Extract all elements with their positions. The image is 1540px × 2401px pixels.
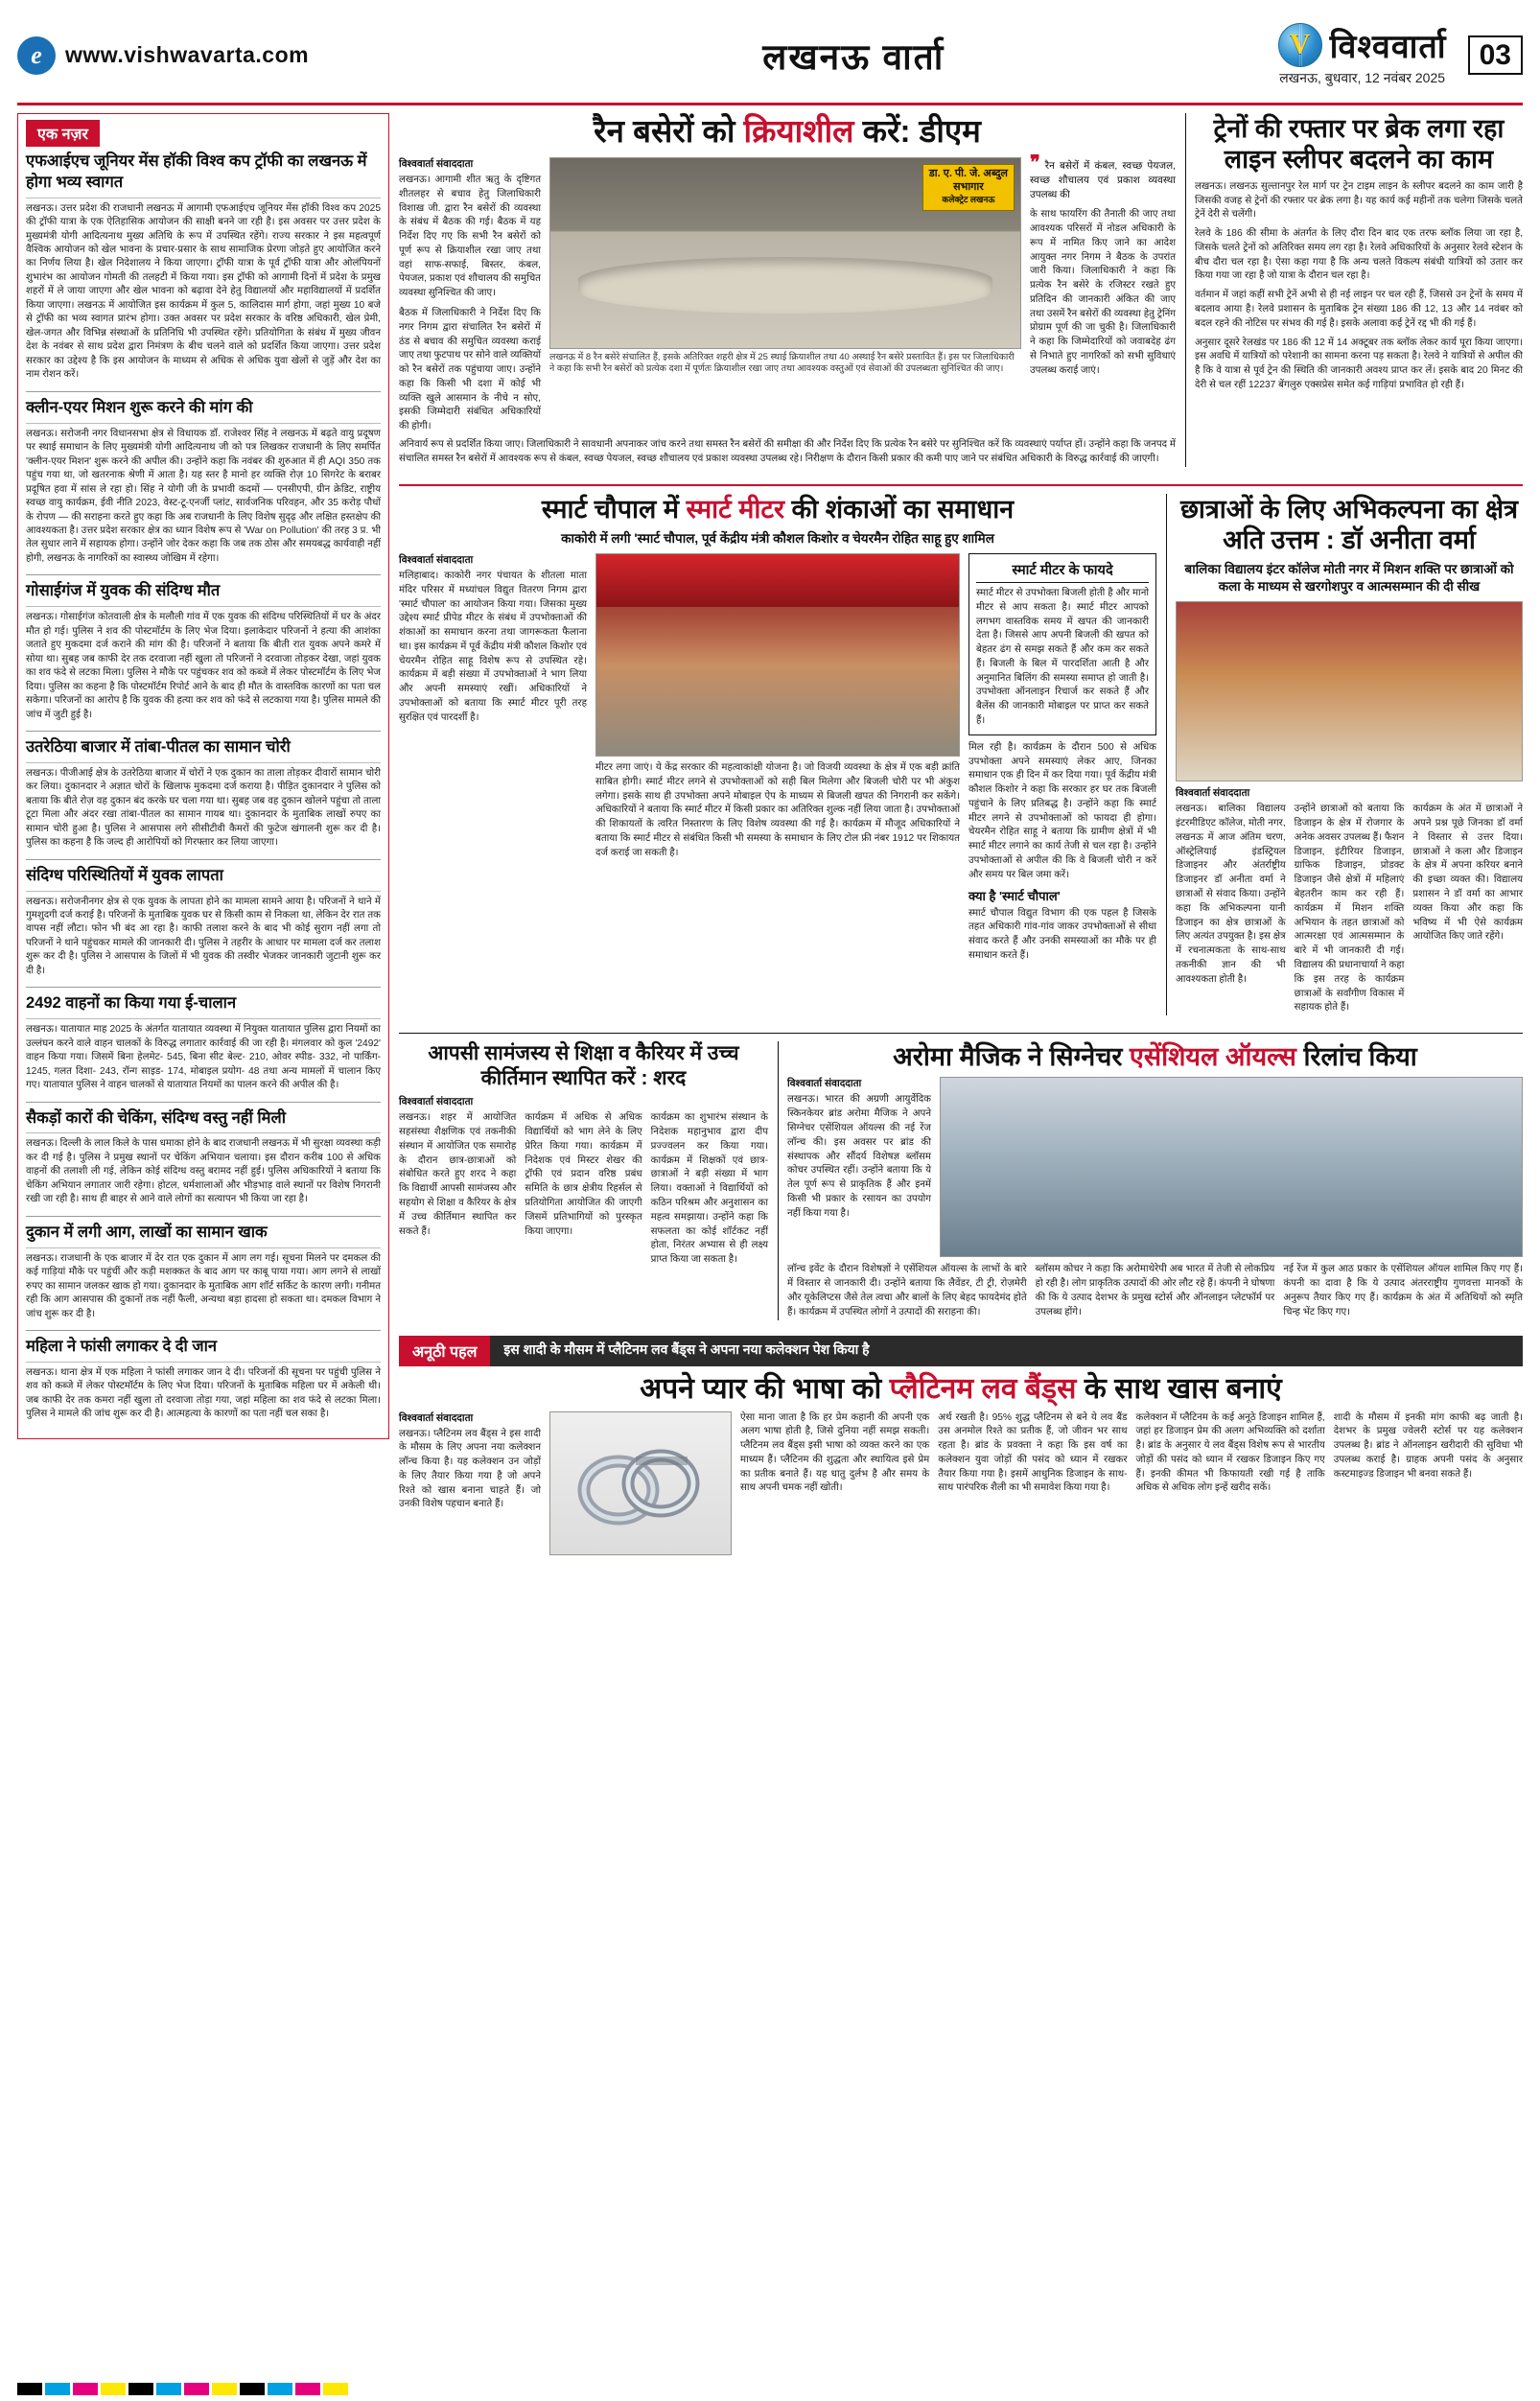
v-letter-icon: V [1289, 28, 1311, 60]
abhikalpana-cols [1176, 803, 1523, 1015]
chaupal-headline-highlight: स्मार्ट मीटर [686, 494, 785, 524]
platinum-body-1: लखनऊ। प्लैटिनम लव बैंड्स ने इस शादी के मौसम के लिए अपना नया कलेक्शन लॉन्च किया है। यह कलेक्शन उन जोड़ों के लिए तैयार किया गया है जो अपने रिश्ते को खास बनाना चाहते हैं। जो उनकी विशेष पहचान बनाते हैं। [399, 1428, 541, 1510]
strip-tag: अनूठी पहल [399, 1336, 490, 1366]
headline-part-1: रैन बसेरों को [594, 113, 744, 149]
ek-nazar-box [17, 113, 389, 1439]
platinum-headline-p2: के साथ खास बनाएं [1076, 1372, 1282, 1405]
platinum-grid [399, 1411, 1523, 1555]
cmyk-swatch [45, 2383, 70, 2395]
cmyk-swatch [128, 2383, 153, 2395]
cmyk-swatch [240, 2383, 265, 2395]
what-is-chaupal-body: स्मार्ट चौपाल विद्युत विभाग की एक पहल है जिसके तहत अधिकारी गांव-गांव जाकर उपभोक्ताओं से सीधा संवाद करते हैं और उनकी समस्याओं का मौके पर ही समाधान करते हैं। [968, 907, 1156, 961]
article-col-3: के साथ फायरिंग की तैनाती की जाए तथा आवश्यक परिसरों में नोडल अधिकारी के रूप में नामित किए जाने का आदेश आयुक्त नगर निगम ने बैठक के उपरांत जारी किया। जिलाधिकारी ने कहा कि प्रत्येक रैन बसेरे के रजिस्टर रखते हुए प्रतिदिन की जानकारी अंकित की जाए तथा उसमें रैन बसेरों की व्यवस्था हेतु ट्रेनिंग प्रोग्राम पूर्ण की जा चुकी है। जिलाधिकारी ने कहा कि जिम्मेदारियों को जवाबदेह ढंग से निभाते हुए नागरिकों को सभी सुविधाएं उपलब्ध कराई जाएं। [1030, 209, 1176, 376]
news-body: लखनऊ। थाना क्षेत्र में एक महिला ने फांसी लगाकर जान दे दी। परिजनों की सूचना पर पहुंची पुलिस ने शव को कब्जे में लेकर पोस्टमॉर्टम के लिए भेज दिया। परिजनों के मुताबिक महिला घर में अकेली थी। जब काफी देर तक कमरा नहीं खुला तो दरवाजा तोड़ा गया, जहां महिला का शव फंदे से लटका मिला। पुलिस ने मामले की जांच शुरू कर दी है। आत्महत्या के कारणों का पता नहीं चल सका है। [26, 1366, 381, 1420]
sharad-body-1: लखनऊ। शहर में आयोजित सहसंस्था शैक्षणिक एवं तकनीकी संस्थान में आयोजित एक समारोह के दौरान छात्र-छात्राओं को संबोधित करते हुए शरद ने कहा कि विद्यार्थी आपसी सामंजस्य और सहयोग से शिक्षा व कैरियर के क्षेत्र में उच्च कीर्तिमान स्थापित कर सकते हैं। [399, 1112, 517, 1237]
list-item[interactable] [26, 993, 381, 1092]
aroma-grid [787, 1077, 1523, 1257]
article-smart-chaupal[interactable] [399, 494, 1156, 1016]
cmyk-swatch [101, 2383, 126, 2395]
top-row [399, 113, 1523, 477]
divider-black [399, 1033, 1523, 1034]
raen-col-1 [399, 157, 541, 434]
page-content [17, 113, 1523, 1565]
edition-title: लखनऊ वार्ता [762, 37, 945, 77]
second-row [399, 494, 1523, 1026]
byline: विश्ववार्ता संवाददाता [787, 1078, 862, 1090]
page-title [399, 113, 1176, 151]
chaupal-body-3: मिल रही है। कार्यक्रम के दौरान 500 से अधिक उपभोक्ता अपने समस्याएं लेकर आए, जिनका समाधान एक ही दिन में कर दिया गया। पूर्व केंद्रीय मंत्री कौशल किशोर ने कहा कि सरकार हर घर तक बिजली पहुंचाने के लिए प्रतिबद्ध है। उन्होंने कहा कि स्मार्ट मीटर लगने से उपभोक्ताओं को फायदा ही होगा। चेयरमैन रोहित साहू ने बताया कि ग्रामीण क्षेत्रों में भी स्मार्ट मीटर लगाने का कार्य तेजी से चल रहा है। उन्होंने उपभोक्ताओं से अपील की कि वे बिजली चोरी न करें और समय पर बिल जमा करें। [968, 741, 1156, 880]
divider [26, 1102, 381, 1103]
aroma-headline [787, 1041, 1523, 1072]
trains-body-4: अनुसार दूसरे रेलखंड पर 186 की 12 में 14 अक्टूबर तक ब्लॉक लेकर कार्य पूरा किया जाएगा। इस अवधि में यात्रियों को परेशानी का सामना करना पड़ सकता है। रेलवे ने यात्रियों से अपील की है कि वे यात्रा से पूर्व ट्रेन की स्थिति की जानकारी अवश्य प्राप्त कर लें। इसके बाद 20 मिनट की देरी से चल रहीं 12237 बेंगलुरु एक्सप्रेस समेत कई गाड़ियां प्रभावित हो रही हैं। [1195, 337, 1523, 390]
strip-text: इस शादी के मौसम में प्लैटिनम लव बैंड्स ने अपना नया कलेक्शन पेश किया है [490, 1336, 1523, 1366]
divider [26, 1330, 381, 1331]
news-body: लखनऊ। यातायात माह 2025 के अंतर्गत यातायात व्यवस्था में नियुक्त यातायात पुलिस द्वारा नियमों का उल्लंघन करने वाले वाहन चालकों के विरुद्ध लगातार कार्रवाई की जा रही है। मंगलवार को कुल '2492' वाहन किया गया। जिसमें बिना हेलमेट- 545, बिना सीट बेल्ट- 210, ओवर स्पीड- 332, नो पार्किंग- 1245, गलत दिशा- 243, रॉन्ग साइड- 174, मोबाइल प्रयोग- 48 तथा अन्य मामलों में चालान किए गए। यातायात पुलिस ने वाहन चालकों से यातायात नियमों का पालन करने की अपील की है। [26, 1024, 381, 1091]
article-trains[interactable] [1185, 113, 1523, 467]
platinum-strip [399, 1336, 1523, 1366]
list-item[interactable] [26, 1337, 381, 1422]
masthead-left [17, 36, 430, 75]
website-url[interactable]: www.vishwavarta.com [65, 42, 310, 67]
article-raen-basera[interactable] [399, 113, 1176, 467]
news-headline: संदिग्ध परिस्थितियों में युवक लापता [26, 866, 381, 892]
aroma-headline-p2: रिलांच किया [1295, 1042, 1417, 1072]
benefits-box [968, 553, 1156, 735]
right-area [399, 113, 1523, 1565]
news-headline: उतरेठिया बाजार में तांबा-पीतल का सामान चोरी [26, 737, 381, 763]
aroma-body-1: लखनऊ। भारत की अग्रणी आयुर्वेदिक स्किनकेयर ब्रांड अरोमा मैजिक ने अपने सिग्नेचर एसेंशियल ऑयल्स की नई रेंज लॉन्च की। इस अवसर पर ब्रांड की संस्थापक और सौंदर्य विशेषज्ञ ब्लॉसम कोचर उपस्थित रहीं। उन्होंने बताया कि ये तेल पूर्ण रूप से प्राकृतिक हैं और इनमें किसी भी प्रकार के रसायन का उपयोग नहीं किया गया है। [787, 1094, 931, 1219]
divider [26, 731, 381, 732]
rings-icon [569, 1437, 712, 1529]
aroma-body-4: नई रेंज में कुल आठ प्रकार के एसेंशियल ऑयल शामिल किए गए हैं। कंपनी का दावा है कि ये उत्पाद अंतरराष्ट्रीय गुणवत्ता मानकों के अनुरूप तैयार किए गए हैं। कार्यक्रम के अंत में अतिथियों को स्मृति चिन्ह भेंट किए गए। [1283, 1264, 1524, 1317]
news-body: लखनऊ। गोसाईगंज कोतवाली क्षेत्र के मलौली गांव में एक युवक की संदिग्ध परिस्थितियों में घर के अंदर मौत हो गई। पुलिस ने शव की पोस्टमॉर्टम के लिए भेज दिया। इलाकेदार परिजनों ने हत्या की आशंका जताते हुए मुकदमा दर्ज कराने की मांग की है। परिजनों ने बताया कि बीती रात युवक अपने कमरे में सोया था। सुबह जब काफी देर तक दरवाजा नहीं खुला तो परिजनों ने दरवाजा तोड़कर देखा, जहां युवक का शव फंदे से लटका मिला। पुलिस ने मौके पर पहुंचकर शव को कब्जे में लेकर पोस्टमॉर्टम के लिए भेज दिया। पुलिस का कहना है कि पोस्टमॉर्टम रिपोर्ट आने के बाद ही मौत के वास्तविक कारणों का पता चल सकेगा। परिजनों का आरोप है कि युवक की हत्या कर शव को फंदे से लटकाया गया है। पुलिस मामले की जांच में जुटी हुई है। [26, 612, 381, 720]
aroma-headline-p1: अरोमा मैजिक ने सिग्नेचर [893, 1042, 1130, 1072]
platinum-headline-p1: अपने प्यार की भाषा को [640, 1372, 890, 1405]
photo-dm-meeting [549, 157, 1021, 349]
byline: विश्ववार्ता संवाददाता [399, 553, 474, 566]
benefits-box-body: स्मार्ट मीटर से उपभोक्ता बिजली होती है और मानो मीटर से आप सकता है। स्मार्ट मीटर आपको लगभग वास्तविक समय में खपत की जानकारी देता है। जिससे आप अपनी बिजली की खपत को बेहतर ढंग से समझ सकते हैं और कम कर सकते हैं। बिजली के बिल में पारदर्शिता आती है और अनुमानित बिलिंग की समस्या समाप्त हो जाती है। उपभोक्ता ऑनलाइन रिचार्ज कर सकते हैं और बैलेंस की जानकारी मोबाइल पर प्राप्त कर सकते हैं। [976, 587, 1149, 726]
list-item[interactable] [26, 866, 381, 979]
aroma-col-1 [787, 1077, 931, 1257]
platinum-headline-highlight: प्लैटिनम लव बैंड्स [889, 1372, 1077, 1405]
headline-highlight: क्रियाशील [743, 113, 854, 149]
raen-col-3 [1030, 152, 1177, 434]
platinum-body-3: अर्थ रखती है। 95% शुद्ध प्लैटिनम से बने ये लव बैंड उस अनमोल रिश्ते का प्रतीक हैं, जो जीवन भर साथ रहता है। ब्रांड के प्रवक्ता ने कहा कि इस वर्ष का कलेक्शन युवा जोड़ों की पसंद को ध्यान में रखकर तैयार किया गया है। इसमें आधुनिक डिजाइन के साथ-साथ पारंपरिक शैली का भी समावेश किया गया है। [938, 1411, 1128, 1494]
news-headline: दुकान में लगी आग, लाखों का सामान खाक [26, 1223, 381, 1248]
trains-body-3: वर्तमान में जहां कहीं सभी ट्रेनें अभी से ही नई लाइन पर चल रही हैं, जिससे उन ट्रेनों के समय में बदलाव आया है। रेलवे प्रशासन के मुताबिक ट्रेन संख्या 186 की 12, 13 और 14 नवंबर को बदल रहने की नोटिस पर संभव की गई है। इसके अलावा कई ट्रेनें रद्द भी की गई हैं। [1195, 290, 1523, 329]
list-item[interactable] [26, 1108, 381, 1207]
cmyk-registration-bar [17, 2383, 348, 2395]
list-item[interactable] [26, 398, 381, 567]
cmyk-swatch [295, 2383, 320, 2395]
abhikalpana-headline: छात्राओं के लिए अभिकल्पना का क्षेत्र अति उत्तम : डॉ अनीता वर्मा [1179, 494, 1519, 554]
news-body: लखनऊ। पीजीआई क्षेत्र के उतरेठिया बाजार में चोरों ने एक दुकान का ताला तोड़कर दीवारों सामान चोरी कर लिया। दुकानदार ने अज्ञात चोरों के खिलाफ मुकदमा दर्ज कराया है। पीड़ित दुकानदार ने पुलिस को बताया कि बीते रोज़ वह दुकान बंद करके घर चला गया था। सुबह जब वह दुकान खोलने पहुंचा तो ताला टूटा मिला और अंदर रखा तांबा-पीतल का सामान गायब था। दुकानदार के मुताबिक लाखों रुपए का सामान चोरी हुआ है। पुलिस ने आसपास लगे सीसीटीवी कैमरों की फुटेज खंगालनी शुरू कर दी है। पुलिस का कहना है कि जल्द ही आरोपियों को गिरफ्तार कर लिया जाएगा। [26, 767, 381, 849]
byline: विश्ववार्ता संवाददाता [399, 157, 474, 170]
news-headline: एफआईएच जूनियर मेंस हॉकी विश्व कप ट्रॉफी का लखनऊ में होगा भव्य स्वागत [26, 152, 381, 198]
ek-nazar-tag: एक नज़र [26, 120, 100, 147]
article-col-2: अनिवार्य रूप से प्रदर्शित किया जाए। जिलाधिकारी ने सावधानी अपनाकर जांच करने तथा समस्त रैन बसेरों की समीक्षा की और निर्देश दिए कि प्रत्येक रैन बसेरे पर सुनिश्चित करें कि व्यवस्थाएं पर्याप्त हों। उन्होंने कहा कि जनपद में संचालित समस्त रैन बसेरों में आवश्यक रूप से कंबल, स्वच्छ पेयजल, स्वच्छ शौचालय एवं प्रकाश व्यवस्था उपलब्ध रहे। निरीक्षण के दौरान किसी प्रकार की कमी पाए जाने पर संबंधित अधिकारी के विरुद्ध कार्रवाई की जाएगी। [399, 439, 1176, 464]
photo-smart-chaupal [595, 553, 960, 757]
article-aroma[interactable] [778, 1041, 1523, 1320]
sharad-headline: आपसी सामंजस्य से शिक्षा व कैरियर में उच्च कीर्तिमान स्थापित करें : शरद [428, 1042, 739, 1089]
pullquote-text: रैन बसेरों में कंबल, स्वच्छ पेयजल, स्वच्छ शौचालय एवं प्रकाश व्यवस्था उपलब्ध की [1030, 160, 1177, 201]
article-sharad[interactable] [399, 1041, 768, 1320]
platinum-headline [399, 1372, 1523, 1407]
byline: विश्ववार्ता संवाददाता [399, 1411, 474, 1424]
list-item[interactable] [26, 152, 381, 383]
news-headline: महिला ने फांसी लगाकर दे दी जान [26, 1337, 381, 1363]
aroma-body-2: लॉन्च इवेंट के दौरान विशेषज्ञों ने एसेंशियल ऑयल्स के लाभों के बारे में विस्तार से जानकारी दी। उन्होंने बताया कि लैवेंडर, टी ट्री, रोज़मेरी और यूकेलिप्टस जैसे तेल त्वचा और बालों के लिए बेहद फायदेमंद होते हैं। कार्यक्रम में उपस्थित लोगों ने उत्पादों की सराहना की। [787, 1264, 1027, 1317]
news-body: लखनऊ। दिल्ली के लाल किले के पास धमाका होने के बाद राजधानी लखनऊ में भी सुरक्षा व्यवस्था कड़ी कर दी गई है। पुलिस ने प्रमुख स्थानों पर चेकिंग अभियान चलाया। इस दौरान करीब 100 से अधिक वाहनों की तलाशी ली गई, लेकिन कोई संदिग्ध वस्तु बरामद नहीं हुई। पुलिस अधिकारियों ने बताया कि चेकिंग अभियान लगातार जारी रहेगा। होटल, धर्मशालाओं और भीड़भाड़ वाले स्थानों पर विशेष निगरानी रखी जा रही है। साथ ही बाहर से आने वाले लोगों का सत्यापन भी किया जा रहा है। [26, 1138, 381, 1205]
article-abhikalpana[interactable] [1166, 494, 1523, 1016]
what-is-chaupal-title: क्या है 'स्मार्ट चौपाल' [968, 888, 1061, 903]
article-para-2: बैठक में जिलाधिकारी ने निर्देश दिए कि नगर निगम द्वारा संचालित रैन बसेरों में ठंड से बचाव की समुचित व्यवस्था कराई जाए तथा फुटपाथ पर सोने वाले व्यक्तियों को रैन बसेरों तक पहुंचाया जाए। उन्होंने कहा कि किसी भी दशा में कोई भी व्यक्ति खुले आसमान के नीचे न सोए, इसकी जिम्मेदारी संबंधित अधिकारियों की होगी। [399, 307, 541, 432]
sharad-cols [399, 1111, 768, 1268]
pullquote [1030, 152, 1177, 202]
divider [26, 859, 381, 860]
chaupal-headline-p1: स्मार्ट चौपाल में [541, 494, 687, 524]
chaupal-headline [399, 494, 1156, 524]
photo-aroma-launch [940, 1077, 1523, 1257]
news-headline: सैकड़ों कारों की चेकिंग, संदिग्ध वस्तु नहीं मिली [26, 1108, 381, 1134]
third-row [399, 1041, 1523, 1330]
list-item[interactable] [26, 737, 381, 851]
cmyk-swatch [17, 2383, 42, 2395]
brand-name: विश्ववार्ता [1329, 30, 1447, 65]
raen-body-grid [399, 152, 1177, 434]
sharad-body-3: कार्यक्रम का शुभारंभ संस्थान के निदेशक महानुभाव द्वारा दीप प्रज्ज्वलन कर किया गया। कार्यक्रम में शिक्षकों एवं छात्र-छात्राओं ने बड़ी संख्या में भाग लिया। वक्ताओं ने विद्यार्थियों को कठिन परिश्रम और अनुशासन का महत्व समझाया। उन्होंने कहा कि सफलता का कोई शॉर्टकट नहीं होता, निरंतर अभ्यास से ही लक्ष्य प्राप्त किया जा सकता है। [650, 1112, 768, 1266]
aroma-lower-cols [787, 1263, 1523, 1319]
news-headline: क्लीन-एयर मिशन शुरू करने की मांग की [26, 398, 381, 424]
abhikalpana-body-1: लखनऊ। बालिका विद्यालय इंटरमीडिएट कॉलेज, मोती नगर, लखनऊ में आज अंतिम चरण, ऑस्ट्रेलियाई इंडस्ट्रियल डिजाइनर और अंतर्राष्ट्रीय डिजाइनर डॉ अनीता वर्मा ने छात्राओं से संवाद किया। उन्होंने कहा कि अभिकल्पना यानी डिजाइन का क्षेत्र छात्राओं के लिए अत्यंत उपयुक्त है। इस क्षेत्र में रचनात्मकता के साथ-साथ तकनीकी ज्ञान की भी आवश्यकता होती है। [1176, 804, 1286, 985]
news-headline: गोसाईगंज में युवक की संदिग्ध मौत [26, 581, 381, 607]
platinum-body-5: शादी के मौसम में इनकी मांग काफी बढ़ जाती है। देशभर के प्रमुख ज्वेलरी स्टोर्स पर यह कलेक्शन उपलब्ध है। ब्रांड ने ऑनलाइन खरीदारी की सुविधा भी उपलब्ध कराई है। ग्राहक अपनी पसंद के अनुसार कस्टमाइज्ड डिजाइन भी बनवा सकते हैं। [1333, 1411, 1523, 1480]
divider-red [399, 484, 1523, 486]
brand-block [1278, 23, 1447, 87]
divider [26, 391, 381, 392]
photo-caption: लखनऊ में 8 रैन बसेरे संचालित हैं, इसके अतिरिक्त शहरी क्षेत्र में 25 स्थाई क्रियाशील तथा 40 अस्थाई रैन बसेरे प्रस्तावित हैं। इस पर जिलाधिकारी ने कहा कि सभी रैन बसेरों को प्रत्येक दशा में पूर्णतः क्रियाशील रखा जाए तथा आवश्यक वस्तुओं एवं सेवाओं की उपलब्धता सुनिश्चित की जाए। [549, 351, 1015, 375]
article-platinum[interactable] [399, 1372, 1523, 1555]
chaupal-headline-p2: की शंकाओं का समाधान [784, 494, 1015, 524]
masthead [17, 13, 1523, 105]
left-column [17, 113, 389, 1565]
cmyk-swatch [268, 2383, 292, 2395]
chaupal-col-3 [968, 553, 1156, 964]
news-body: लखनऊ। उत्तर प्रदेश की राजधानी लखनऊ में आगामी एफआईएच जूनियर मेंस हॉकी विश्व कप 2025 की ट्रॉफी यात्रा के एक ऐतिहासिक आयोजन की साक्षी बनने जा रही है। इस अवसर पर उत्तर प्रदेश के मुख्यमंत्री योगी आदित्यनाथ मुख्य अतिथि के रूप में उपस्थित रहेंगे। राज्य सरकार ने इस महत्वपूर्ण वैश्विक आयोजन को खेल भावना के प्रचार-प्रसार के साथ सामाजिक प्रेरणा जोड़ते हुए आयोजित करने का निर्णय लिया है। खेल निदेशालय ने किया जाएगा। ट्रॉफी यात्रा के पूर्व ट्रॉफी यात्रा और ओलंपियनों शुभारंभ का आयोजन गोमती की तलहटी में किया गया। इस ट्रॉफी को आगामी दिनों में प्रदेश के प्रमुख शहरों में ले जाया जाएगा और खेल भावना को बढ़ावा देने हेतु विद्यालयों और महाविद्यालयों में प्रदर्शित किया जाएगा। लखनऊ में आयोजित इस कार्यक्रम में कुल 5, कालिदास मार्ग होगा, जहां मुख्य 10 बजे से ट्रॉफी का भव्य स्वागत प्रारंभ होगा। उक्त अवसर पर प्रदेश सरकार के वरिष्ठ अधिकारी, खेल प्रेमी, खेल-जगत और विभिन्न संस्थाओं के प्रतिनिधि भी उपस्थित रहेंगे। प्रतियोगिता के संबंध में मुख्य जीवन देश के नवंबर से साथ प्रदेश द्वारा निमंत्रण के बीच चलने वाले को प्रदर्शित किया जाएगा। उत्तर प्रदेश सरकार का उद्देश्य है कि इस आयोजन के माध्यम से अधिक से अधिक युवा खेलों से जुड़ें और देश का नाम रोशन करें। [26, 202, 381, 381]
divider [26, 574, 381, 575]
quote-mark-icon: ❞ [1030, 152, 1040, 174]
page-number: 03 [1468, 35, 1523, 75]
aroma-photo-wrap [940, 1077, 1523, 1257]
platinum-col-1 [399, 1411, 541, 1555]
news-body: लखनऊ। राजधानी के एक बाजार में देर रात एक दुकान में आग लग गई। सूचना मिलने पर दमकल की कई गाड़ियां मौके पर पहुंचीं और कड़ी मशक्कत के बाद आग पर काबू पाया गया। आग लगने से लाखों रुपए का सामान जलकर खाक हो गया। दुकानदार के मुताबिक आग शॉर्ट सर्किट के कारण लगी। गनीमत रही कि आग आसपास की दुकानों तक नहीं फैली, अन्यथा बड़ा हादसा हो सकता था। दमकल विभाग ने जांच शुरू कर दी है। [26, 1252, 381, 1319]
cmyk-swatch [73, 2383, 98, 2395]
benefits-box-title: स्मार्ट मीटर के फायदे [976, 560, 1149, 583]
chaupal-col-1 [399, 553, 587, 964]
photo-abhikalpana [1176, 601, 1523, 781]
divider [26, 1216, 381, 1217]
byline: विश्ववार्ता संवाददाता [399, 1096, 474, 1108]
news-body: लखनऊ। सरोजनीनगर क्षेत्र से एक युवक के लापता होने का मामला सामने आया है। परिजनों ने थाने में गुमशुदगी दर्ज कराई है। परिजनों के मुताबिक युवक घर से किसी काम से निकला था, लेकिन देर रात तक वापस नहीं लौटा। फोन भी बंद आ रहा है। काफी तलाश करने के बाद भी कोई सुराग नहीं लगा तो परिजनों ने थाने पहुंचकर मामले की जानकारी दी। पुलिस ने तहरीर के आधार पर मामला दर्ज कर तलाश शुरू कर दी है। पुलिस ने आसपास के जिलों में भी युवक की तस्वीर भेजकर जानकारी जुटानी शुरू कर दी है। [26, 896, 381, 976]
news-body: लखनऊ। सरोजनी नगर विधानसभा क्षेत्र से विधायक डॉ. राजेश्वर सिंह ने लखनऊ में बढ़ते वायु प्रदूषण पर स्थाई समाधान के लिए मुख्यमंत्री योगी आदित्यनाथ जी को पत्र लिखकर राजधानी के लिए समर्पित 'क्लीन-एयर मिशन' शुरू करने की अपील की। उन्होंने कहा कि नवंबर की शुरुआत में ही AQI 350 तक पहुंच गया था, जो खतरनाक श्रेणी में आता है। यह स्तर है मानो हर व्यक्ति रोज़ 10 सिगरेट के बराबर प्रदूषित हवा में सांस ले रहा हो। सिंह ने योगी जी के प्रभावी कदमों — एनसीएपी, ग्रीन क्रेडिट, राष्ट्रीय स्वच्छ वायु कार्यक्रम, ईवी नीति 2023, वेस्ट-टू-एनर्जी प्लांट, सार्वजनिक परिवहन, और 35 करोड़ पौधों के रोपण — की सराहना करते हुए कहा कि अब राजधानी के लिए विशेष सुदृढ़ और लक्षित हस्तक्षेप की आवश्यकता है। उत्तर प्रदेश सरकार क्षेत्र का ध्यान विशेष रूप से 'War on Pollution' की तरह 3 प्र. भी तेल सुधार लाने में सहायक होगा। उन्होंने जोर देकर कहा कि जब तक ठोस और समयबद्ध कार्यवाही नहीं होगी, लखनऊ के नागरिकों का स्वास्थ्य जोखिम में रहेगा। [26, 428, 381, 564]
abhikalpana-subhead: बालिका विद्यालय इंटर कॉलेज मोती नगर में मिशन शक्ति पर छात्राओं को कला के माध्यम से खरगोशपुर व आत्मसम्मान की दी सीख [1184, 562, 1514, 594]
chaupal-grid [399, 553, 1156, 964]
article-lead: लखनऊ। आगामी शीत ऋतु के दृष्टिगत शीतलहर से बचाव हेतु जिलाधिकारी विशाख जी. द्वारा रैन बसेरों की व्यवस्था के संबंध में बैठक की गई। बैठक में यह निर्देश दिए गए कि सभी रैन बसेरों को पूर्ण रूप से क्रियाशील रखा जाए तथा वहां साफ-सफाई, बिस्तर, कंबल, पेयजल, प्रकाश एवं शौचालय की समुचित व्यवस्था सुनिश्चित की जाए। [399, 174, 541, 299]
chaupal-body-2: मीटर लगा जाएं। ये केंद्र सरकार की महत्वाकांक्षी योजना है। जो विजयी व्यवस्था के क्षेत्र में एक बड़ी क्रांति साबित होगी। स्मार्ट मीटर लगने से उपभोक्ताओं को सही बिल मिलेगा और बिजली चोरी पर भी अंकुश लगेगा। इसके साथ ही उपभोक्ता अपने मोबाइल ऐप के माध्यम से बिजली खपत की निगरानी कर सकेंगे। अधिकारियों ने बताया कि स्मार्ट मीटर में किसी प्रकार का अतिरिक्त शुल्क नहीं लिया जाता है। उपभोक्ताओं की शिकायतों के त्वरित निस्तारण के लिए विशेष व्यवस्था की गई है। कार्यक्रम में मौजूद अधिकारियों ने बताया कि स्मार्ट मीटर से संबंधित किसी भी समस्या के समाधान के लिए टोल फ्री नंबर 1912 पर शिकायत दर्ज कराई जा सकती है। [595, 761, 960, 858]
cmyk-swatch [212, 2383, 237, 2395]
raen-photo-wrap [549, 157, 1021, 434]
cmyk-swatch [184, 2383, 209, 2395]
headline-part-2: करें: डीएम [853, 113, 981, 149]
chaupal-body-1: मलिहाबाद। काकोरी नगर पंचायत के शीतला माता मंदिर परिसर में मध्यांचल विद्युत वितरण निगम द्वारा 'स्मार्ट चौपाल' का आयोजन किया गया। जिसका मुख्य उद्देश्य स्मार्ट प्रीपेड मीटर के संबंध में उपभोक्ताओं की शंकाओं का समाधान करना तथा जागरूकता फैलाना था। इस कार्यक्रम में पूर्व केंद्रीय मंत्री कौशल किशोर एवं चेयरमैन रोहित साहू विशेष रूप से उपस्थित रहे। कार्यक्रम में बड़ी संख्या में उपभोक्ताओं ने भाग लिया और अपनी समस्याएं रखीं। अधिकारियों ने उपभोक्ताओं को बताया कि स्मार्ट मीटर पूरी तरह सुरक्षित एवं पारदर्शी है। [399, 570, 587, 723]
e-logo-icon: e [17, 36, 56, 75]
globe-icon [1278, 23, 1322, 67]
platinum-body-4: कलेक्शन में प्लैटिनम के कई अनूठे डिजाइन शामिल हैं, जहां हर डिजाइन प्रेम की अलग अभिव्यक्ति को दर्शाता है। ब्रांड के अनुसार ये लव बैंड्स विशेष रूप से भारतीय जोड़ों की पसंद को ध्यान में रखकर डिजाइन किए गए हैं। इनकी कीमत भी किफायती रखी गई है ताकि अधिक से अधिक लोग इन्हें खरीद सकें। [1135, 1411, 1325, 1494]
aroma-headline-highlight: एसेंशियल ऑयल्स [1129, 1042, 1296, 1072]
news-headline: 2492 वाहनों का किया गया ई-चालान [26, 993, 381, 1019]
trains-body-2: रेलवे के 186 की सीमा के अंतर्गत के लिए दौरा दिन बाद एक तरफ ब्लॉक लिया जा रहा है, जिसके चलते ट्रेनों को अतिरिक्त समय लग रहा है। रेलवे अधिकारियों के अनुसार रेलवे स्टेशन के बीच दौरा चल रहा है। ऐसा कहा गया है कि अन्य चलते विकल्प संबंधी यात्रियों को उतार कर किया गया जा रहा है जो यात्रा के दौरान चल रहा है। [1195, 228, 1523, 282]
brand-row [1278, 23, 1447, 67]
chaupal-subhead: काकोरी में लगी 'स्मार्ट चौपाल, पूर्व केंद्रीय मंत्री कौशल किशोर व चेयरमैन रोहित साहू हुए शामिल [561, 530, 994, 546]
trains-body-1: लखनऊ। लखनऊ सुल्तानपुर रेल मार्ग पर ट्रेन टाइम लाइन के स्लीपर बदलने का काम जारी है जिसकी वजह से ट्रेनों की रफ्तार पर ब्रेक लगा है। यह कार्य कई महीनों तक चलेगा जिसके चलते ट्रेनें देरी से चलेंगी। [1195, 180, 1523, 221]
photo-banner-label: डा. ए. पी. जे. अब्दुल सभागार कलेक्ट्रेट लखनऊ [922, 164, 1015, 211]
abhikalpana-body-3: कार्यक्रम के अंत में छात्राओं ने अपने प्रश्न पूछे जिनका डॉ वर्मा ने विस्तार से उत्तर दिया। छात्राओं ने कला और डिजाइन के क्षेत्र में अपना करियर बनाने की इच्छा व्यक्त की। विद्यालय प्रशासन ने डॉ वर्मा का आभार व्यक्त किया और कहा कि भविष्य में भी ऐसे कार्यक्रम आयोजित किए जाते रहेंगे। [1412, 804, 1524, 943]
byline: विश्ववार्ता संवाददाता [1176, 787, 1250, 800]
photo-platinum-rings [549, 1411, 732, 1555]
divider [26, 987, 381, 988]
cmyk-swatch [156, 2383, 181, 2395]
platinum-body-2: ऐसा माना जाता है कि हर प्रेम कहानी की अपनी एक अलग भाषा होती है, जिसे दुनिया नहीं समझ सकती। प्लैटिनम लव बैंड्स इसी भाषा को व्यक्त करने का एक माध्यम हैं। प्लैटिनम की शुद्धता और स्थायित्व इसे प्रेम का प्रतीक बनाते हैं। यह धातु दुर्लभ है और समय के साथ अपनी चमक नहीं खोती। [740, 1411, 930, 1494]
list-item[interactable] [26, 581, 381, 722]
cmyk-swatch [323, 2383, 348, 2395]
masthead-right [1278, 23, 1523, 87]
trains-headline: ट्रेनों की रफ्तार पर ब्रेक लगा रहा लाइन स्लीपर बदलने का काम [1213, 114, 1505, 175]
aroma-body-3: ब्लॉसम कोचर ने कहा कि अरोमाथेरेपी अब भारत में तेजी से लोकप्रिय हो रही है। लोग प्राकृतिक उत्पादों की ओर लौट रहे हैं। कंपनी ने घोषणा की कि ये उत्पाद देशभर के प्रमुख स्टोर्स और ऑनलाइन प्लेटफॉर्म पर उपलब्ध होंगे। [1035, 1264, 1275, 1317]
sharad-body-2: कार्यक्रम में अधिक से अधिक विद्यार्थियों को भाग लेने के लिए प्रेरित किया गया। कार्यक्रम में निदेशक एवं मिस्टर शेखर की ट्रॉफी एवं प्रदान वरिष्ठ प्रबंध समिति के छात्र क्षेत्रीय रिहर्सल से प्रतियोगिता आयोजित की जाएगी जिसमें प्रतिभागियों को पुरस्कृत किया जाएगा। [525, 1112, 642, 1237]
abhikalpana-body-2: उन्होंने छात्राओं को बताया कि डिजाइन के क्षेत्र में रोजगार के अनेक अवसर उपलब्ध हैं। फैशन डिजाइन, इंटीरियर डिजाइन, ग्राफिक डिजाइन, प्रोडक्ट डिजाइन जैसे क्षेत्रों में महिलाएं बेहतरीन काम कर रही हैं। कार्यक्रम में मिशन शक्ति अभियान के तहत छात्राओं को आत्मरक्षा एवं आत्मसम्मान के बारे में भी जानकारी दी गई। विद्यालय की प्रधानाचार्या ने कहा कि इस तरह के कार्यक्रम छात्राओं के सर्वांगीण विकास में सहायक होते हैं। [1294, 804, 1405, 1014]
list-item[interactable] [26, 1223, 381, 1321]
chaupal-center [595, 553, 960, 964]
platinum-photo-wrap [549, 1411, 732, 1555]
brand-subline: लखनऊ, बुधवार, 12 नवंबर 2025 [1279, 70, 1446, 85]
